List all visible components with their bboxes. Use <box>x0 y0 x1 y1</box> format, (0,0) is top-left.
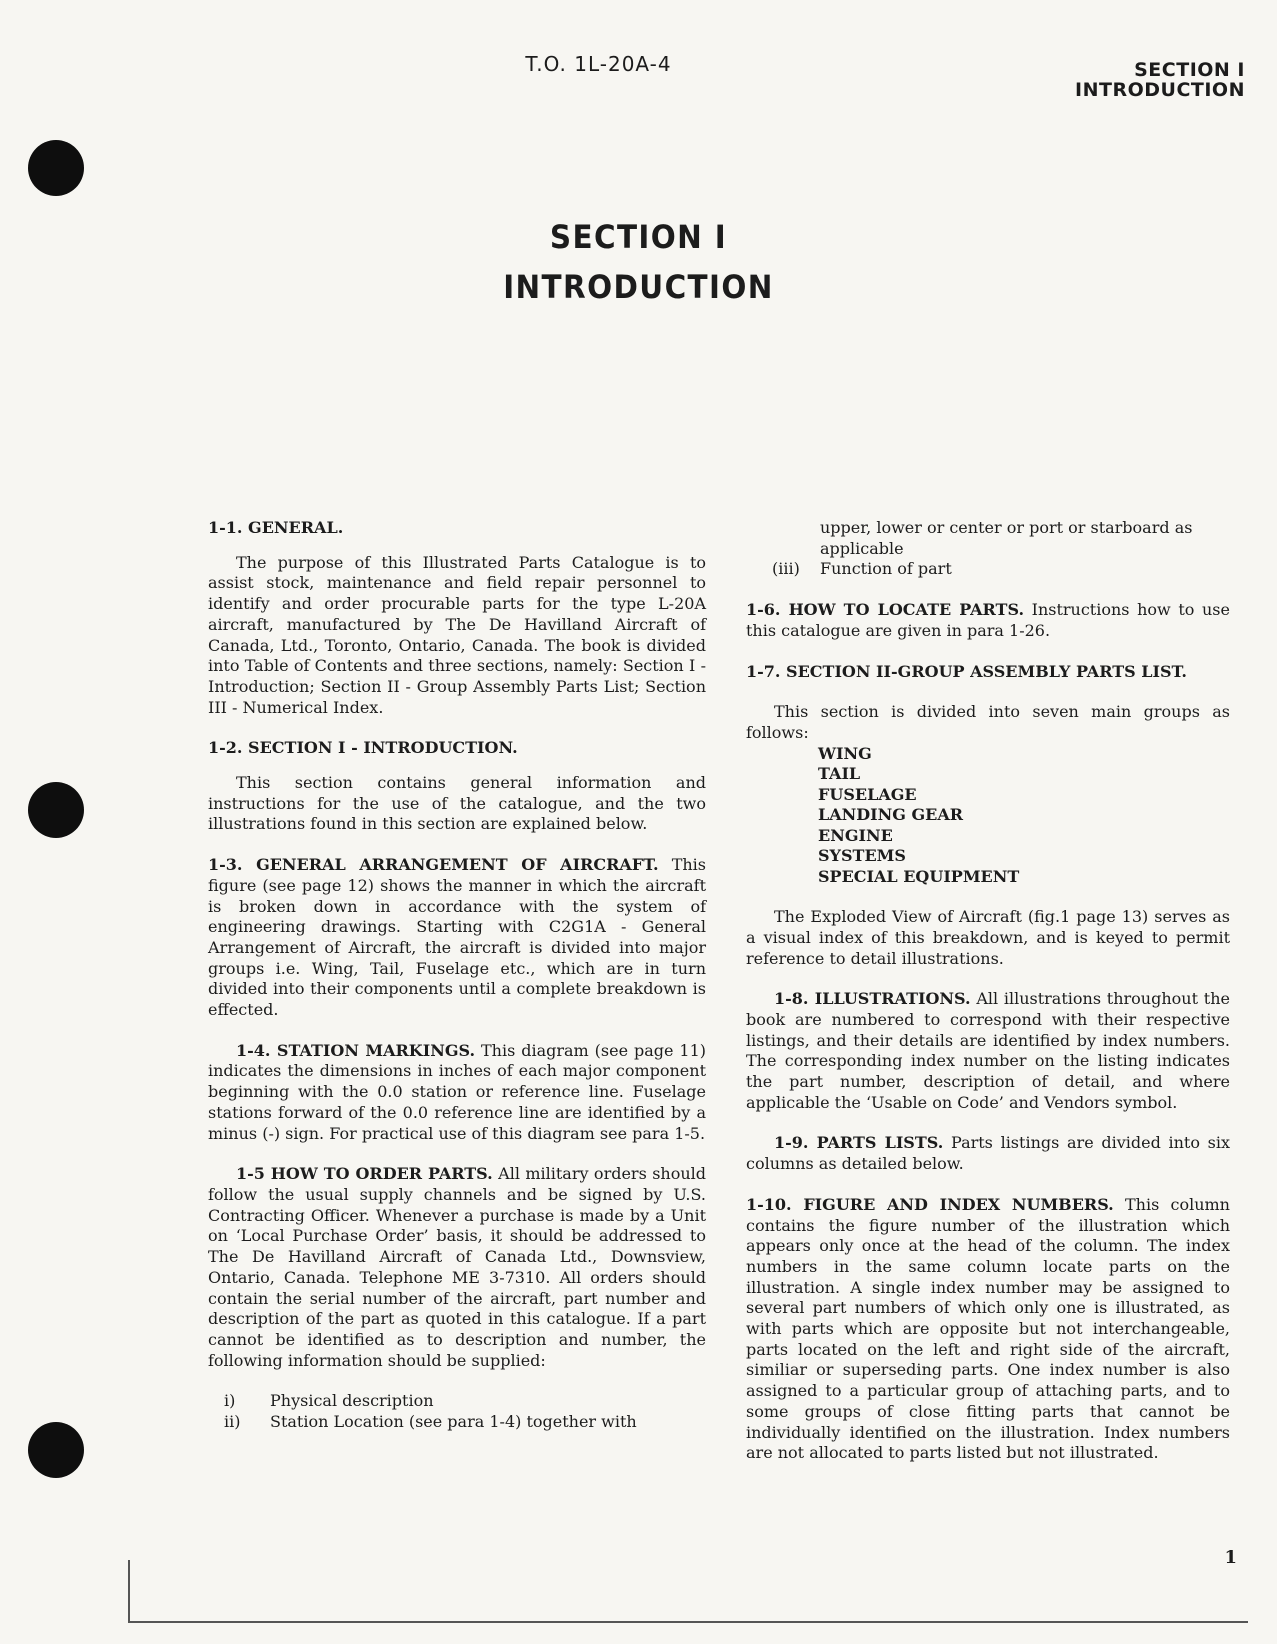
group-item: WING <box>818 743 872 763</box>
binder-hole-top <box>28 140 84 196</box>
list-text: Function of part <box>820 559 952 579</box>
list-continuation: upper, lower or center or port or starboard as applicable <box>820 518 1193 558</box>
group-item: SYSTEMS <box>818 846 906 866</box>
paragraph-illustrations: All illustrations throughout the book are numbered to correspond with their respective listings, and their details are identified by index numbers. The corresponding index number on the listing indicates the part number, description of detail, and where applicable the ‘Usable on Code’ and Vendors symbol. <box>746 989 1230 1112</box>
group-item: ENGINE <box>818 825 893 845</box>
group-list <box>746 744 1230 888</box>
list-item <box>746 559 1230 580</box>
list-marker: (iii) <box>772 559 800 579</box>
list-text: Station Location (see para 1-4) together with <box>270 1412 637 1432</box>
paragraph-order-parts: All military orders should follow the usual supply channels and be signed by U.S. Contracting Officer. Whenever a purchase is made by a Unit on ‘Local Purchase Order’ basis, it should be addressed to The De Havilland Aircraft of Canada Ltd., Downsview, Ontario, Canada. Telephone ME 3-7310. All orders should contain the serial number of the aircraft, part number and description of the part as quoted in this catalogue. If a part cannot be identified as to description and number, the following information should be supplied: <box>208 1164 707 1370</box>
technical-order-number: T.O. 1L-20A-4 <box>525 52 672 76</box>
group-item: TAIL <box>818 764 861 784</box>
paragraph-section-intro: This section contains general information and instructions for the use of the catalogue, and the two illustrations found in this section are explained below. <box>208 773 706 834</box>
heading-1-6: 1-6. HOW TO LOCATE PARTS. <box>746 600 1025 620</box>
heading-1-8: 1-8. ILLUSTRATIONS. <box>774 989 971 1009</box>
group-item: FUSELAGE <box>818 784 917 804</box>
right-column <box>746 518 1230 1484</box>
paragraph-exploded-view: The Exploded View of Aircraft (fig.1 page 13) serves as a visual index of this breakdown, and is keyed to permit reference to detail illustrations. <box>746 907 1230 968</box>
heading-1-4: 1-4. STATION MARKINGS. <box>236 1040 476 1060</box>
paragraph-station-markings: This diagram (see page 11) indicates the dimensions in inches of each major component beginning with the 0.0 station or reference line. Fuselage stations forward of the 0.0 reference line are identified by a minus (-) sign. For practical use of this diagram see para 1-5. <box>208 1040 706 1143</box>
heading-1-2: 1-2. SECTION I - INTRODUCTION. <box>208 738 518 758</box>
section-subtitle: INTRODUCTION <box>503 268 774 306</box>
group-item: LANDING GEAR <box>818 805 964 825</box>
list-text: Physical description <box>270 1391 434 1411</box>
paragraph-general: The purpose of this Illustrated Parts Catalogue is to assist stock, maintenance and field repair personnel to identify and order procurable parts for the type L-20A aircraft, manufactured by The De Havilland Aircraft of Canada, Ltd., Toronto, Ontario, Canada. The book is divided into Table of Contents and three sections, namely: Section I - Introduction; Section II - Group Assembly Parts List; Section III - Numerical Index. <box>208 552 706 717</box>
binder-hole-bottom <box>28 1422 84 1478</box>
heading-1-7: 1-7. SECTION II-GROUP ASSEMBLY PARTS LIST. <box>746 661 1187 681</box>
heading-1-9: 1-9. PARTS LISTS. <box>774 1133 944 1153</box>
section-title: SECTION I <box>549 218 728 256</box>
heading-1-5: 1-5 HOW TO ORDER PARTS. <box>236 1164 493 1184</box>
page-frame-bottom <box>128 1621 1248 1623</box>
list-marker: i) <box>224 1391 236 1411</box>
paragraph-figure-index-numbers: This column contains the figure number of the illustration which appears only once at the head of the column. The index numbers in the same column locate parts on the illustration. A single index number may be assigned to several part numbers of which only one is illustrated, as with parts which are opposite but not interchangeable, parts located on the left and right side of the aircraft, similiar or superseding parts. One index number is also assigned to a particular group of attaching parts, and to some groups of close fitting parts that cannot be individually identified on the illustration. Index numbers are not allocated to parts listed but not illustrated. <box>746 1194 1230 1463</box>
running-header-title: INTRODUCTION <box>1075 79 1245 101</box>
running-header-section: SECTION I <box>1134 59 1245 81</box>
page-frame-left <box>128 1560 130 1622</box>
list-item <box>208 1391 706 1412</box>
binder-hole-middle <box>28 782 84 838</box>
list-item <box>208 1412 706 1433</box>
heading-1-1: 1-1. GENERAL. <box>208 518 344 537</box>
paragraph-general-arrangement: This figure (see page 12) shows the manner in which the aircraft is broken down in accordance with the system of engineering drawings. Starting with C2G1A - General Arrangement of Aircraft, the aircraft is divided into major groups i.e. Wing, Tail, Fuselage etc., which are in turn divided into their components until a complete breakdown is effected. <box>208 855 707 1020</box>
paragraph-locate-parts: Instructions how to use this catalogue are given in para 1-26. <box>746 600 1230 640</box>
running-header <box>1075 60 1245 100</box>
group-item: SPECIAL EQUIPMENT <box>818 866 1020 886</box>
paragraph-groups-intro: This section is divided into seven main groups as follows: <box>746 702 1230 742</box>
page-number: 1 <box>1224 1547 1237 1568</box>
heading-1-10: 1-10. FIGURE AND INDEX NUMBERS. <box>746 1194 1114 1214</box>
left-column <box>208 518 706 1433</box>
paragraph-parts-lists: Parts listings are divided into six columns as detailed below. <box>746 1133 1231 1174</box>
heading-1-3: 1-3. GENERAL ARRANGEMENT OF AIRCRAFT. <box>208 855 659 875</box>
list-marker: ii) <box>224 1412 241 1432</box>
